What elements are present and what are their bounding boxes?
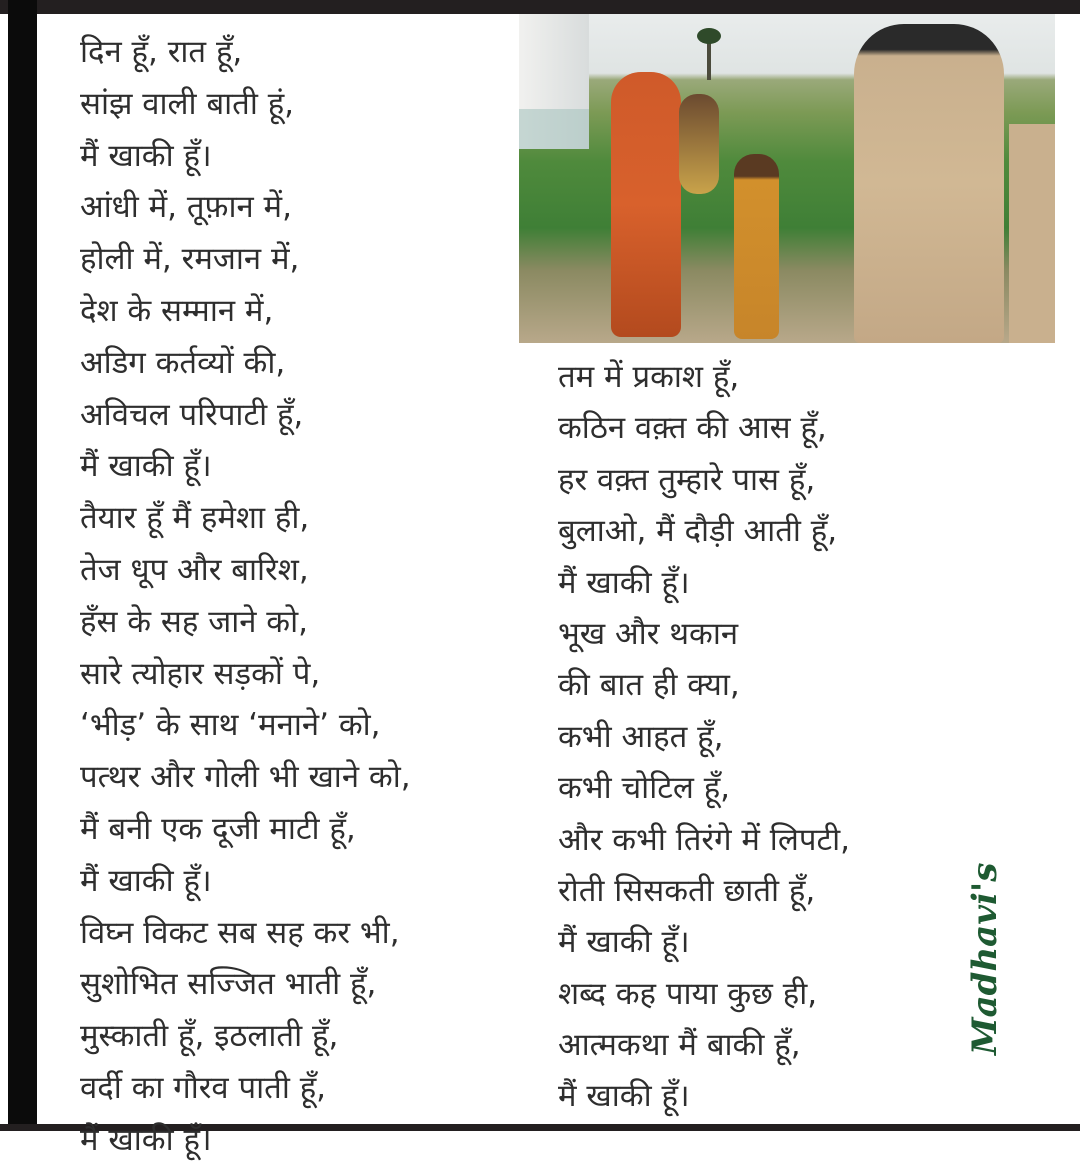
poem-line: शब्द कह पाया कुछ ही, <box>558 975 818 1012</box>
photo-second-officer <box>1009 124 1055 343</box>
poem-line: मैं खाकी हूँ। <box>80 137 212 174</box>
poem-line: अविचल परिपाटी हूँ, <box>80 396 304 433</box>
poem-line: आंधी में, तूफ़ान में, <box>80 189 292 226</box>
photo-police-officer <box>854 24 1004 343</box>
photo-palm-top <box>697 28 721 44</box>
poem-line: बुलाओ, मैं दौड़ी आती हूँ, <box>558 513 838 550</box>
poem-line: मुस्काती हूँ, इठलाती हूँ, <box>80 1018 339 1055</box>
poem-line: दिन हूँ, रात हूँ, <box>80 34 243 70</box>
poem-line: सांझ वाली बाती हूं, <box>80 85 295 122</box>
photo-police-officer-distributing-food <box>519 14 1055 343</box>
poem-line: हर वक़्त तुम्हारे पास हूँ, <box>558 461 816 498</box>
poem-line: भूख और थकान <box>558 615 739 652</box>
poem-line: मैं बनी एक दूजी माटी हूँ, <box>80 810 356 847</box>
poem-line: वर्दी का गौरव पाती हूँ, <box>80 1069 327 1106</box>
poem-line: हँस के सह जाने को, <box>80 603 308 640</box>
poem-line: सुशोभित सज्जित भाती हूँ, <box>80 966 377 1003</box>
poem-left-column <box>80 27 411 1167</box>
poem-line: मैं खाकी हूँ। <box>558 564 690 601</box>
top-frame-bar <box>0 0 1080 14</box>
poem-line: मैं खाकी हूँ। <box>558 1078 690 1115</box>
poem-line: विघ्न विकट सब सह कर भी, <box>80 914 400 951</box>
poem-line: तम में प्रकाश हूँ, <box>558 359 740 395</box>
poem-line: मैं खाकी हूँ। <box>80 1121 212 1158</box>
photo-baby <box>679 94 719 194</box>
poem-line: मैं खाकी हूँ। <box>80 862 212 899</box>
poem-line: कभी आहत हूँ, <box>558 718 724 755</box>
poem-line: पत्थर और गोली भी खाने को, <box>80 759 411 796</box>
poem-right-column <box>558 352 850 1123</box>
poem-line: कभी चोटिल हूँ, <box>558 770 731 807</box>
photo-wall-stain <box>519 109 589 149</box>
poem-line: ‘भीड़’ के साथ ‘मनाने’ को, <box>80 707 381 744</box>
poem-line: आत्मकथा मैं बाकी हूँ, <box>558 1027 801 1064</box>
poem-line: रोती सिसकती छाती हूँ, <box>558 872 816 909</box>
poem-line: मैं खाकी हूँ। <box>558 924 690 961</box>
photo-child <box>734 154 779 339</box>
photo-woman-in-sari <box>611 72 681 337</box>
poem-line: और कभी तिरंगे में लिपटी, <box>558 821 850 858</box>
poem-line: अडिग कर्तव्यों की, <box>80 344 286 381</box>
poem-line: की बात ही क्या, <box>558 667 740 704</box>
poem-line: मैं खाकी हूँ। <box>80 448 212 485</box>
poem-line: तैयार हूँ मैं हमेशा ही, <box>80 500 310 537</box>
author-signature: Madhavi's <box>965 862 1005 1055</box>
left-frame-bar <box>8 0 37 1131</box>
poem-line: कठिन वक़्त की आस हूँ, <box>558 410 827 447</box>
poem-line: देश के सम्मान में, <box>80 292 274 329</box>
poem-line: होली में, रमजान में, <box>80 241 300 278</box>
poem-line: तेज धूप और बारिश, <box>80 551 309 588</box>
poem-line: सारे त्योहार सड़कों पे, <box>80 655 321 692</box>
